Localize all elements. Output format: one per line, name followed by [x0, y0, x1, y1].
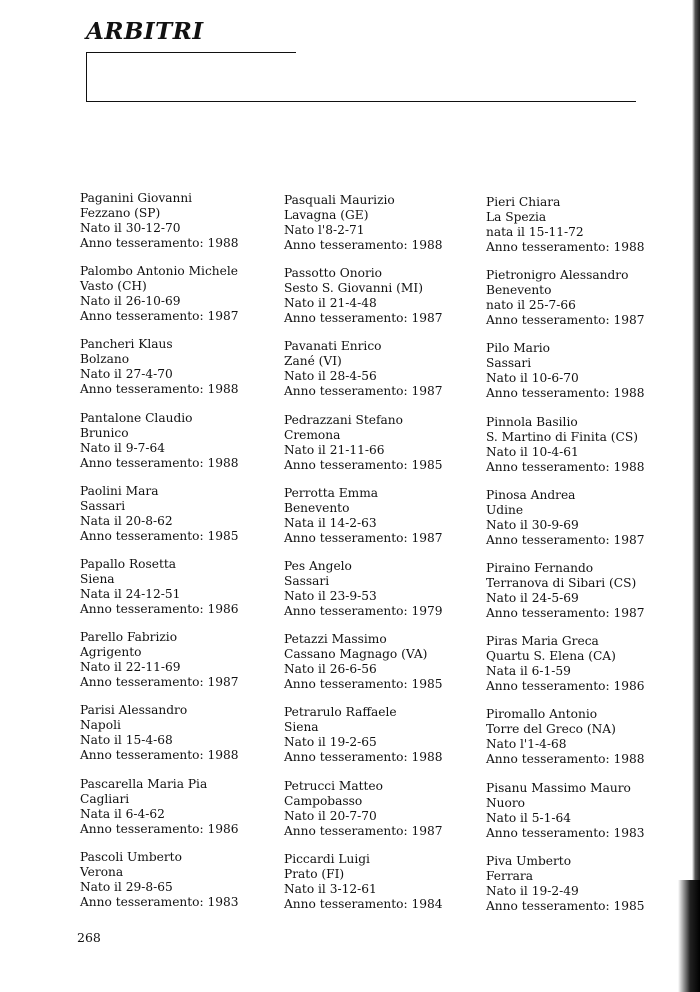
referee-place: Campobasso: [284, 793, 363, 808]
referee-born: Nato il 10-4-61: [486, 444, 579, 459]
title-box-bottom-rule: [86, 101, 636, 102]
referee-born: Nato il 30-9-69: [486, 517, 579, 532]
referee-year: Anno tesseramento: 1988: [486, 240, 645, 254]
referee-place: Udine: [486, 502, 524, 517]
page-title: ARBITRI: [86, 18, 204, 45]
referee-born: Nato il 28-4-56: [284, 369, 377, 384]
referee-year: Anno tesseramento: 1988: [284, 750, 443, 765]
referee-entry: [486, 195, 686, 255]
referee-entry: [284, 486, 484, 546]
referee-place: Sesto S. Giovanni (MI): [284, 281, 423, 296]
referee-year: Anno tesseramento: 1987: [486, 606, 645, 620]
referee-entry: [80, 484, 280, 544]
referee-name: Petrucci Matteo: [284, 778, 383, 793]
referee-name: Papallo Rosetta: [80, 557, 177, 571]
referee-born: Nato il 24-5-69: [486, 591, 579, 605]
referee-year: Anno tesseramento: 1988: [80, 236, 239, 250]
referee-place: Sassari: [284, 574, 330, 588]
referee-name: Parello Fabrizio: [80, 630, 178, 645]
referee-entry: [284, 779, 484, 839]
referee-entry: [486, 268, 686, 328]
referee-place: Agrigento: [80, 645, 142, 660]
referee-year: Anno tesseramento: 1987: [486, 532, 645, 547]
referee-entry: [80, 191, 280, 251]
referee-entry: [284, 339, 484, 399]
referee-year: Anno tesseramento: 1987: [284, 384, 443, 399]
referee-born: nata il 15-11-72: [486, 225, 584, 239]
referee-place: Cremona: [284, 427, 341, 442]
referee-year: Anno tesseramento: 1987: [284, 311, 443, 326]
referee-born: Nata il 6-1-59: [486, 664, 571, 679]
referee-year: Anno tesseramento: 1985: [284, 677, 443, 692]
referee-name: Petazzi Massimo: [284, 632, 387, 647]
referee-entry: [80, 630, 280, 690]
referee-born: Nato l'8-2-71: [284, 223, 365, 237]
referee-entry: [486, 415, 686, 475]
referee-year: Anno tesseramento: 1988: [80, 382, 239, 397]
referee-place: Brunico: [80, 425, 129, 440]
referee-born: Nato il 30-12-70: [80, 221, 181, 235]
referee-born: nato il 25-7-66: [486, 298, 576, 313]
referee-year: Anno tesseramento: 1983: [486, 825, 645, 840]
referee-born: Nata il 14-2-63: [284, 515, 377, 530]
referee-place: Quartu S. Elena (CA): [486, 649, 616, 664]
referee-place: Nuoro: [486, 795, 526, 810]
referee-born: Nato il 3-12-61: [284, 881, 377, 896]
referee-entry: [284, 852, 484, 912]
referee-name: Pietronigro Alessandro: [486, 268, 629, 283]
referee-entry: [80, 411, 280, 471]
referee-born: Nato il 26-6-56: [284, 662, 377, 677]
referee-entry: [486, 781, 686, 841]
referee-born: Nato il 19-2-49: [486, 883, 579, 898]
referee-name: Piva Umberto: [486, 853, 572, 868]
referee-name: Pisanu Massimo Mauro: [486, 780, 631, 795]
referee-place: Siena: [80, 572, 115, 586]
referee-place: Siena: [284, 720, 319, 735]
referee-born: Nata il 20-8-62: [80, 513, 173, 528]
referee-entry: [284, 632, 484, 692]
referee-name: Petrarulo Raffaele: [284, 705, 397, 720]
referee-year: Anno tesseramento: 1986: [80, 821, 239, 836]
referee-name: Pes Angelo: [284, 559, 352, 573]
referee-place: Bolzano: [80, 352, 130, 367]
referee-place: Vasto (CH): [80, 279, 147, 294]
referee-entry: [80, 264, 280, 324]
referee-year: Anno tesseramento: 1983: [80, 894, 239, 909]
referee-entry: [284, 193, 484, 253]
referee-place: Benevento: [284, 500, 350, 515]
referee-place: Terranova di Sibari (CS): [486, 576, 637, 590]
referee-place: Prato (FI): [284, 866, 345, 881]
referee-born: Nato il 5-1-64: [486, 810, 571, 825]
referee-born: Nato il 29-8-65: [80, 879, 173, 894]
referee-name: Pascoli Umberto: [80, 849, 182, 864]
referee-born: Nato il 21-4-48: [284, 296, 377, 311]
referee-year: Anno tesseramento: 1987: [80, 309, 239, 324]
referee-year: Anno tesseramento: 1986: [486, 679, 645, 694]
referee-name: Passotto Onorio: [284, 266, 383, 281]
referee-year: Anno tesseramento: 1987: [284, 823, 443, 838]
referee-year: Anno tesseramento: 1988: [284, 238, 443, 252]
referee-born: Nato il 15-4-68: [80, 733, 173, 748]
referee-name: Paolini Mara: [80, 483, 159, 498]
referee-place: Lavagna (GE): [284, 208, 369, 222]
title-box-left-rule: [86, 52, 87, 101]
referee-place: Verona: [80, 864, 124, 879]
referee-born: Nato il 26-10-69: [80, 294, 181, 309]
referee-name: Pantalone Claudio: [80, 410, 193, 425]
referee-name: Pavanati Enrico: [284, 339, 382, 354]
referee-place: Fezzano (SP): [80, 206, 161, 220]
referee-year: Anno tesseramento: 1987: [486, 313, 645, 328]
referee-year: Anno tesseramento: 1988: [80, 455, 239, 470]
referee-name: Perrotta Emma: [284, 485, 379, 500]
referee-place: Cassano Magnago (VA): [284, 647, 428, 662]
referee-born: Nata il 6-4-62: [80, 806, 165, 821]
page-number: 268: [77, 930, 101, 945]
referee-name: Pedrazzani Stefano: [284, 412, 403, 427]
referee-year: Anno tesseramento: 1979: [284, 604, 443, 618]
referee-place: Napoli: [80, 718, 121, 733]
referee-entry: [80, 703, 280, 763]
referee-name: Pancheri Klaus: [80, 337, 173, 352]
referee-place: Torre del Greco (NA): [486, 722, 616, 737]
referee-born: Nato il 23-9-53: [284, 589, 377, 603]
referee-born: Nata il 24-12-51: [80, 587, 181, 601]
referee-place: Zané (VI): [284, 354, 342, 369]
referee-year: Anno tesseramento: 1988: [486, 386, 645, 401]
referee-born: Nato il 10-6-70: [486, 371, 579, 386]
title-box-top-rule: [86, 52, 296, 53]
referee-name: Piromallo Antonio: [486, 707, 598, 722]
referee-year: Anno tesseramento: 1987: [284, 530, 443, 545]
referee-born: Nato il 22-11-69: [80, 660, 181, 675]
referee-entry: [486, 341, 686, 401]
referee-born: Nato l'1-4-68: [486, 737, 567, 752]
referee-entry: [80, 337, 280, 397]
referee-name: Piras Maria Greca: [486, 634, 599, 649]
referee-entry: [284, 266, 484, 326]
referee-entry: [80, 557, 280, 617]
referee-born: Nato il 21-11-66: [284, 442, 385, 457]
referee-entry: [486, 634, 686, 694]
referee-born: Nato il 20-7-70: [284, 808, 377, 823]
referee-place: Benevento: [486, 283, 552, 298]
referee-year: Anno tesseramento: 1985: [80, 528, 239, 543]
referee-place: Sassari: [486, 356, 532, 371]
referee-born: Nato il 19-2-65: [284, 735, 377, 750]
referee-year: Anno tesseramento: 1987: [80, 675, 239, 690]
referee-entry: [486, 854, 686, 914]
referee-name: Pasquali Maurizio: [284, 193, 395, 207]
referee-entry: [80, 777, 280, 837]
referee-place: Cagliari: [80, 791, 130, 806]
referee-born: Nato il 27-4-70: [80, 367, 173, 382]
referee-name: Pinnola Basilio: [486, 414, 578, 429]
referee-entry: [284, 559, 484, 619]
referee-place: Ferrara: [486, 868, 534, 883]
referee-entry: [284, 413, 484, 473]
referee-place: S. Martino di Finita (CS): [486, 429, 638, 444]
page-edge-shadow: [692, 0, 700, 992]
referee-place: Sassari: [80, 498, 126, 513]
referee-name: Palombo Antonio Michele: [80, 264, 238, 279]
referee-entry: [80, 850, 280, 910]
referee-entry: [486, 488, 686, 548]
referee-year: Anno tesseramento: 1985: [486, 898, 645, 913]
referee-year: Anno tesseramento: 1988: [80, 748, 239, 763]
referee-year: Anno tesseramento: 1985: [284, 457, 443, 472]
referee-name: Paganini Giovanni: [80, 191, 193, 205]
referee-name: Pascarella Maria Pia: [80, 776, 208, 791]
referee-name: Parisi Alessandro: [80, 703, 188, 718]
referee-born: Nato il 9-7-64: [80, 440, 165, 455]
referee-place: La Spezia: [486, 210, 547, 224]
referee-entry: [486, 707, 686, 767]
referee-entry: [284, 705, 484, 765]
referee-name: Pieri Chiara: [486, 195, 561, 209]
referee-name: Pilo Mario: [486, 341, 551, 356]
page-edge-shadow-bottom: [678, 880, 700, 992]
referee-name: Pinosa Andrea: [486, 487, 576, 502]
referee-entry: [486, 561, 686, 621]
referee-name: Piraino Fernando: [486, 561, 594, 575]
referee-year: Anno tesseramento: 1984: [284, 896, 443, 911]
referee-year: Anno tesseramento: 1986: [80, 602, 239, 616]
referee-year: Anno tesseramento: 1988: [486, 459, 645, 474]
referee-name: Piccardi Luigi: [284, 851, 370, 866]
referee-year: Anno tesseramento: 1988: [486, 752, 645, 767]
